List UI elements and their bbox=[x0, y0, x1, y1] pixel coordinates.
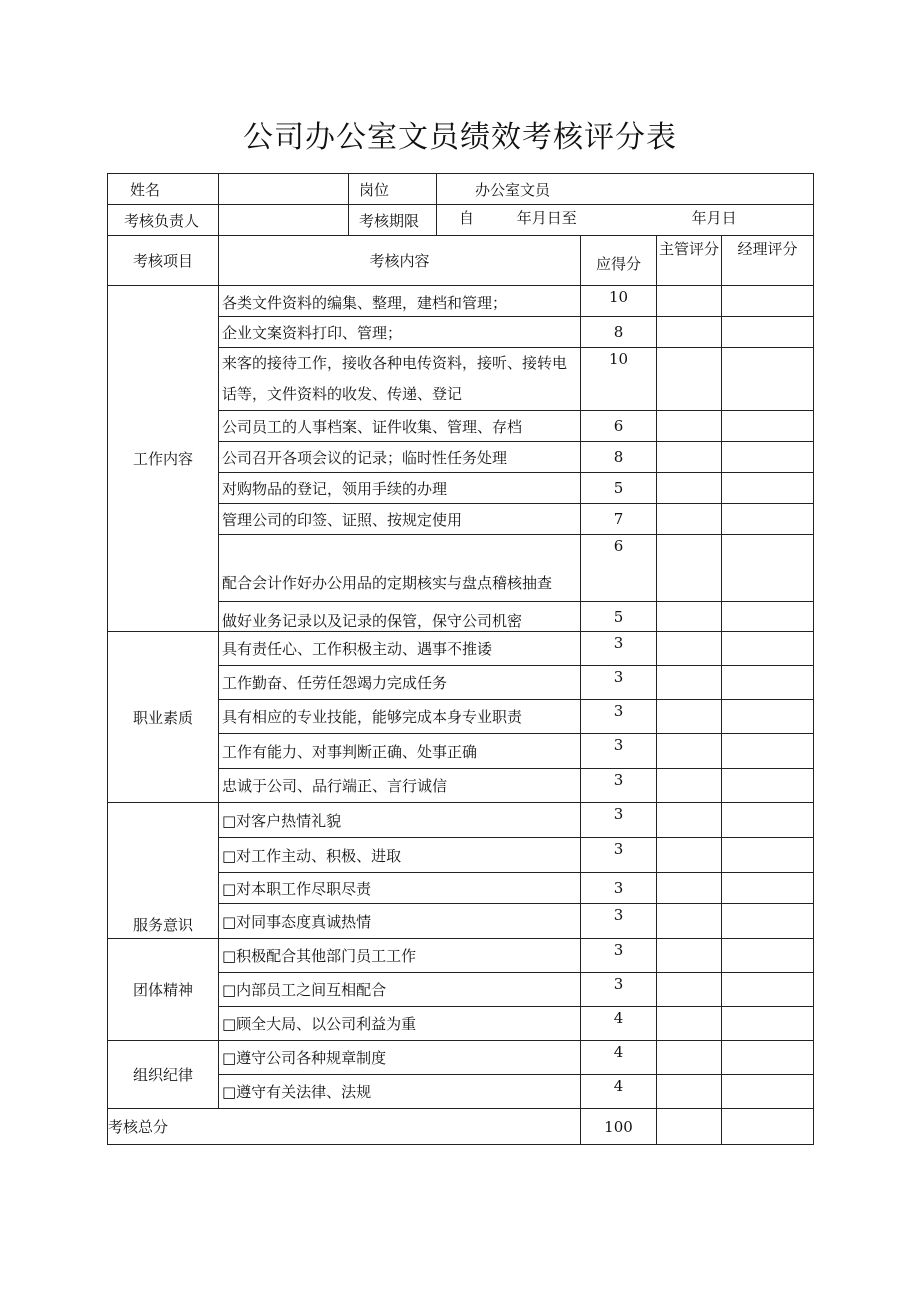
manager-score-cell[interactable] bbox=[722, 769, 814, 803]
criterion-content: 忠诚于公司、品行端正、言行诚信 bbox=[219, 769, 581, 803]
manager-score-cell[interactable] bbox=[722, 473, 814, 504]
criterion-points: 3 bbox=[581, 973, 657, 1007]
section-name-discipline: 组织纪律 bbox=[108, 1041, 219, 1109]
supervisor-score-cell[interactable] bbox=[657, 1075, 722, 1109]
total-points: 100 bbox=[581, 1109, 657, 1145]
criterion-content: □对客户热情礼貌 bbox=[219, 803, 581, 838]
criterion-points: 10 bbox=[581, 286, 657, 317]
manager-score-cell[interactable] bbox=[722, 904, 814, 939]
supervisor-score-cell[interactable] bbox=[657, 769, 722, 803]
criterion-points: 5 bbox=[581, 473, 657, 504]
criterion-points: 3 bbox=[581, 734, 657, 769]
criterion-content: 配合会计作好办公用品的定期核实与盘点稽核抽查 bbox=[219, 535, 581, 602]
criterion-content: 工作勤奋、任劳任怨竭力完成任务 bbox=[219, 666, 581, 700]
criterion-points: 3 bbox=[581, 632, 657, 666]
manager-score-cell[interactable] bbox=[722, 504, 814, 535]
supervisor-score-cell[interactable] bbox=[657, 973, 722, 1007]
criterion-content: 来客的接待工作，接收各种电传资料，接听、接转电话等，文件资料的收发、传递、登记 bbox=[219, 348, 581, 411]
supervisor-score-cell[interactable] bbox=[657, 602, 722, 632]
manager-score-cell[interactable] bbox=[722, 348, 814, 411]
supervisor-score-cell[interactable] bbox=[657, 411, 722, 442]
manager-score-cell[interactable] bbox=[722, 700, 814, 734]
manager-score-cell[interactable] bbox=[722, 873, 814, 904]
supervisor-score-cell[interactable] bbox=[657, 803, 722, 838]
criterion-points: 3 bbox=[581, 803, 657, 838]
section-name-service: 服务意识 bbox=[108, 803, 219, 939]
criterion-content: 各类文件资料的编集、整理，建档和管理； bbox=[219, 286, 581, 317]
criterion-content: 具有责任心、工作积极主动、遇事不推诿 bbox=[219, 632, 581, 666]
total-label: 考核总分 bbox=[108, 1109, 581, 1145]
criterion-points: 3 bbox=[581, 873, 657, 904]
period-mid: 年月日至 bbox=[516, 209, 577, 227]
period-from: 自 bbox=[459, 209, 475, 227]
manager-score-cell[interactable] bbox=[722, 803, 814, 838]
criterion-points: 3 bbox=[581, 904, 657, 939]
criterion-content: 做好业务记录以及记录的保管，保守公司机密 bbox=[219, 602, 581, 632]
criterion-points: 8 bbox=[581, 442, 657, 473]
period-value[interactable] bbox=[437, 205, 814, 236]
manager-score-cell[interactable] bbox=[722, 1075, 814, 1109]
criterion-content: □遵守公司各种规章制度 bbox=[219, 1041, 581, 1075]
name-field[interactable] bbox=[219, 174, 349, 205]
criterion-points: 5 bbox=[581, 602, 657, 632]
name-label: 姓名 bbox=[108, 174, 219, 205]
supervisor-score-cell[interactable] bbox=[657, 317, 722, 348]
section-name-professionalism: 职业素质 bbox=[108, 632, 219, 803]
manager-score-cell[interactable] bbox=[722, 286, 814, 317]
assessor-label: 考核负责人 bbox=[108, 205, 219, 236]
criterion-content: 工作有能力、对事判断正确、处事正确 bbox=[219, 734, 581, 769]
criterion-content: 公司召开各项会议的记录；临时性任务处理 bbox=[219, 442, 581, 473]
header-item: 考核项目 bbox=[108, 236, 219, 286]
supervisor-score-cell[interactable] bbox=[657, 734, 722, 769]
position-value[interactable]: 办公室文员 bbox=[437, 174, 814, 205]
manager-score-cell[interactable] bbox=[722, 666, 814, 700]
period-end: 年月日 bbox=[691, 209, 737, 227]
criterion-content: 管理公司的印签、证照、按规定使用 bbox=[219, 504, 581, 535]
supervisor-score-cell[interactable] bbox=[657, 1007, 722, 1041]
page-title: 公司办公室文员绩效考核评分表 bbox=[243, 120, 677, 155]
supervisor-score-cell[interactable] bbox=[657, 348, 722, 411]
criterion-points: 8 bbox=[581, 317, 657, 348]
manager-score-cell[interactable] bbox=[722, 838, 814, 873]
evaluation-table bbox=[107, 173, 814, 1145]
supervisor-score-cell[interactable] bbox=[657, 504, 722, 535]
criterion-content: □遵守有关法律、法规 bbox=[219, 1075, 581, 1109]
criterion-points: 4 bbox=[581, 1041, 657, 1075]
supervisor-score-cell[interactable] bbox=[657, 904, 722, 939]
criterion-content: 具有相应的专业技能，能够完成本身专业职责 bbox=[219, 700, 581, 734]
header-content: 考核内容 bbox=[219, 236, 581, 286]
criterion-points: 7 bbox=[581, 504, 657, 535]
criterion-content: □积极配合其他部门员工工作 bbox=[219, 939, 581, 973]
supervisor-score-cell[interactable] bbox=[657, 535, 722, 602]
criterion-points: 3 bbox=[581, 838, 657, 873]
criterion-points: 6 bbox=[581, 535, 657, 602]
header-points: 应得分 bbox=[581, 236, 657, 286]
criterion-content: □内部员工之间互相配合 bbox=[219, 973, 581, 1007]
manager-score-cell[interactable] bbox=[722, 1041, 814, 1075]
criterion-content: 公司员工的人事档案、证件收集、管理、存档 bbox=[219, 411, 581, 442]
manager-score-cell[interactable] bbox=[722, 1007, 814, 1041]
manager-score-cell[interactable] bbox=[722, 535, 814, 602]
criterion-points: 3 bbox=[581, 769, 657, 803]
position-label: 岗位 bbox=[349, 174, 437, 205]
supervisor-score-cell[interactable] bbox=[657, 632, 722, 666]
criterion-content: 对购物品的登记，领用手续的办理 bbox=[219, 473, 581, 504]
header-manager: 经理评分 bbox=[722, 236, 814, 286]
criterion-content: □对本职工作尽职尽责 bbox=[219, 873, 581, 904]
criterion-points: 3 bbox=[581, 666, 657, 700]
criterion-points: 3 bbox=[581, 700, 657, 734]
manager-score-cell[interactable] bbox=[722, 734, 814, 769]
supervisor-score-cell[interactable] bbox=[657, 442, 722, 473]
supervisor-score-cell[interactable] bbox=[657, 666, 722, 700]
supervisor-score-cell[interactable] bbox=[657, 700, 722, 734]
supervisor-score-cell[interactable] bbox=[657, 939, 722, 973]
criterion-points: 3 bbox=[581, 939, 657, 973]
criterion-content: □对同事态度真诚热情 bbox=[219, 904, 581, 939]
manager-score-cell[interactable] bbox=[722, 973, 814, 1007]
criterion-content: 企业文案资料打印、管理； bbox=[219, 317, 581, 348]
criterion-points: 4 bbox=[581, 1075, 657, 1109]
manager-score-cell[interactable] bbox=[722, 939, 814, 973]
section-name-work: 工作内容 bbox=[108, 286, 219, 632]
manager-score-cell[interactable] bbox=[722, 442, 814, 473]
supervisor-total-cell[interactable] bbox=[657, 1109, 722, 1145]
criterion-points: 10 bbox=[581, 348, 657, 411]
criterion-points: 4 bbox=[581, 1007, 657, 1041]
manager-score-cell[interactable] bbox=[722, 602, 814, 632]
assessor-field[interactable] bbox=[219, 205, 349, 236]
section-name-teamwork: 团体精神 bbox=[108, 939, 219, 1041]
supervisor-score-cell[interactable] bbox=[657, 286, 722, 317]
supervisor-score-cell[interactable] bbox=[657, 473, 722, 504]
supervisor-score-cell[interactable] bbox=[657, 1041, 722, 1075]
period-label: 考核期限 bbox=[349, 205, 437, 236]
criterion-points: 6 bbox=[581, 411, 657, 442]
manager-total-cell[interactable] bbox=[722, 1109, 814, 1145]
criterion-content: □对工作主动、积极、进取 bbox=[219, 838, 581, 873]
supervisor-score-cell[interactable] bbox=[657, 873, 722, 904]
manager-score-cell[interactable] bbox=[722, 411, 814, 442]
manager-score-cell[interactable] bbox=[722, 317, 814, 348]
header-supervisor: 主管评分 bbox=[657, 236, 722, 286]
manager-score-cell[interactable] bbox=[722, 632, 814, 666]
criterion-content: □顾全大局、以公司利益为重 bbox=[219, 1007, 581, 1041]
supervisor-score-cell[interactable] bbox=[657, 838, 722, 873]
